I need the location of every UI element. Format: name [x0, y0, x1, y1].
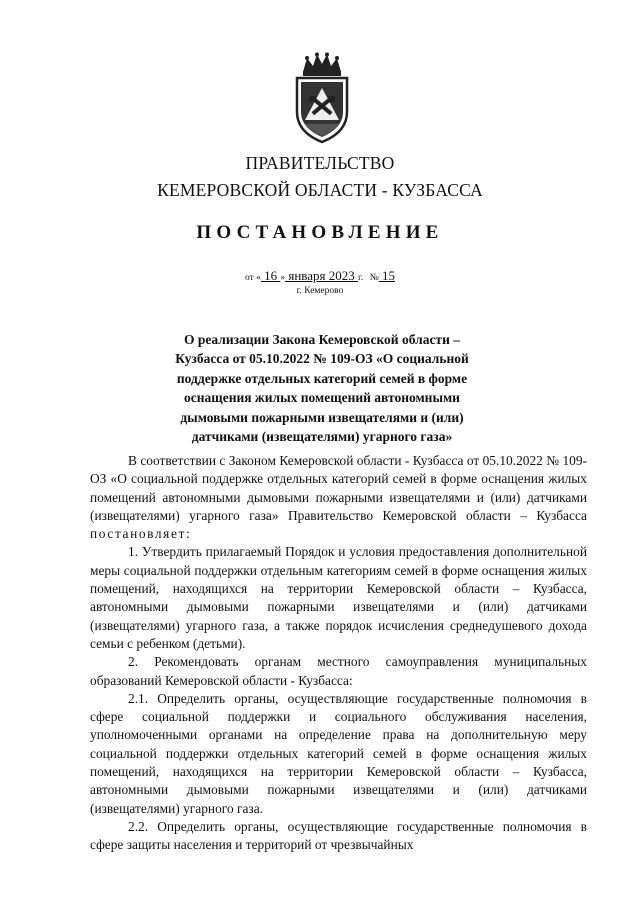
date-and-number-line	[0, 268, 640, 284]
date-quote-close: »	[280, 273, 286, 283]
paragraph-preamble	[90, 452, 587, 543]
date-prefix: от «	[244, 273, 261, 283]
city-name: г. Кемерово	[296, 286, 344, 296]
document-type-title: ПОСТАНОВЛЕНИЕ	[196, 222, 444, 243]
government-name-line1: ПРАВИТЕЛЬСТВО	[245, 153, 395, 173]
paragraph-2-2: 2.2. Определить органы, осуществляющие государственные полномочия в сфере защиты населения и территорий от чрезвычайных	[90, 818, 587, 853]
preamble-verb: постановляет:	[90, 526, 192, 542]
government-name-line2: КЕМЕРОВСКОЙ ОБЛАСТИ - КУЗБАССА	[157, 180, 483, 200]
paragraph-2: 2. Рекомендовать органам местного самоуправления муниципальных образований Кемеровской области - Кузбасса:	[90, 654, 587, 688]
decree-body	[90, 452, 587, 855]
decree-subject: О реализации Закона Кемеровской области – Кузбасса от 05.10.2022 № 109-ОЗ «О социальной поддержке отдельных категорий семей в форме оснащения жилых помещений автономными дымовыми пожарными извещателями и (или) датчиками (извещателями) угарного газа»	[175, 332, 469, 445]
coat-of-arms-icon	[293, 52, 351, 144]
paragraph-2-1: 2.1. Определить органы, осуществляющие государственные полномочия в сфере социальной поддержки и социального обслуживания населения, уполномоченными органами на определение права на дополнительную меру социальной поддержки отдельных категорий семей в форме оснащения жилых помещений, находящихся на территории Кемеровской области – Кузбасса, автономными дымовыми пожарными извещателями и (или) датчиками (извещателями) угарного газа.	[90, 690, 587, 816]
paragraph-1: 1. Утвердить прилагаемый Порядок и условия предоставления дополнительной меры социальной поддержки отдельным категориям семей в форме оснащения жилых помещений, находящихся на территории Кемеровской области – Кузбасса, автономными дымовыми пожарными извещателями и (или) датчиками (извещателями) угарного газа, а также порядок исчисления среднедушевого дохода семьи с ребенком (детьми).	[90, 544, 587, 651]
number-label: №	[369, 273, 379, 283]
preamble-text: В соответствии с Законом Кемеровской области - Кузбасса от 05.10.2022 № 109-ОЗ «О социальной поддержке отдельных категорий семей в форме оснащения жилых помещений автономными дымовыми пожарными извещателями и (или) датчиками (извещателями) угарного газа» Правительство Кемеровской области – Кузбасса	[90, 453, 587, 523]
date-year-suffix: г.	[358, 273, 364, 283]
date-month-year: января 2023	[285, 268, 359, 283]
document-number: 15	[378, 268, 396, 283]
date-day: 16	[260, 268, 281, 283]
